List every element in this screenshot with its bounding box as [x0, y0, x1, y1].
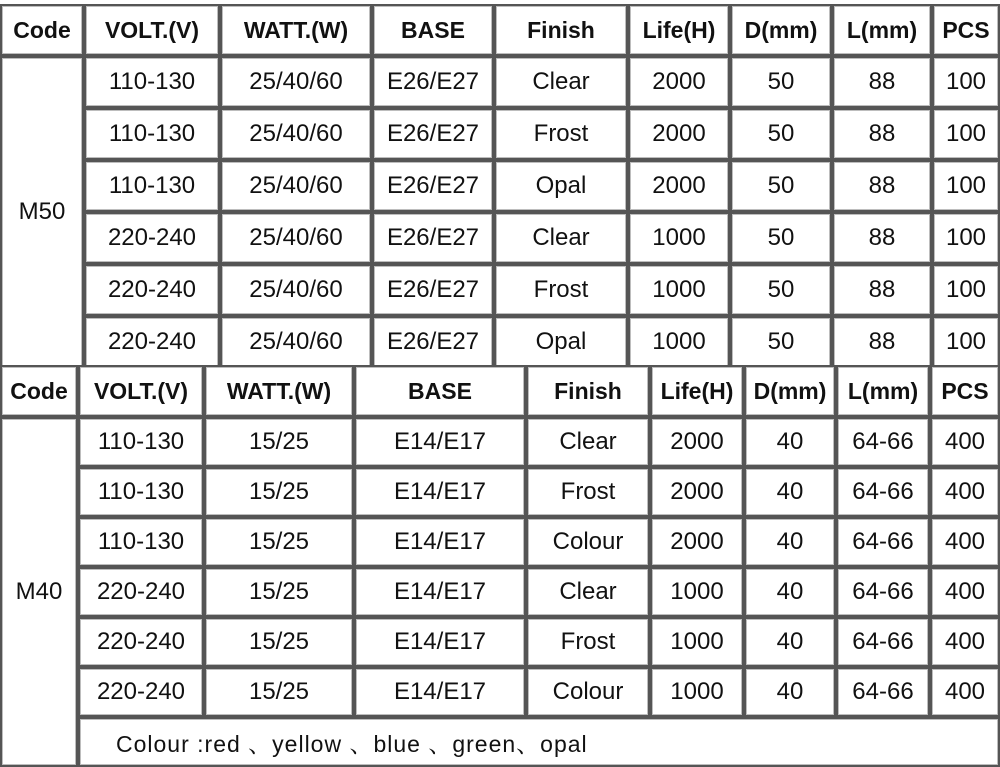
- table-cell: E14/E17: [354, 567, 526, 617]
- table-cell: 2000: [650, 417, 744, 467]
- table-cell: 220-240: [78, 667, 204, 717]
- table-cell: 88: [832, 56, 932, 108]
- table-cell: 110-130: [84, 108, 220, 160]
- header-volt: VOLT.(V): [78, 365, 204, 417]
- table-cell: Opal: [494, 316, 628, 368]
- table-cell: 25/40/60: [220, 316, 372, 368]
- header-length: L(mm): [832, 4, 932, 56]
- table-cell: 25/40/60: [220, 56, 372, 108]
- table-cell: 88: [832, 108, 932, 160]
- table-cell: Colour: [526, 667, 650, 717]
- table-cell: 100: [932, 160, 1000, 212]
- table-cell: 2000: [650, 467, 744, 517]
- table-row: [0, 567, 1000, 617]
- table-cell: 88: [832, 160, 932, 212]
- table-cell: 1000: [650, 667, 744, 717]
- model-code-cell: M50: [0, 56, 84, 368]
- table-cell: 64-66: [836, 467, 930, 517]
- header-life: Life(H): [650, 365, 744, 417]
- header-diameter: D(mm): [730, 4, 832, 56]
- table-cell: 40: [744, 467, 836, 517]
- header-code: Code: [0, 4, 84, 56]
- table-cell: E26/E27: [372, 212, 494, 264]
- colour-note-row: [0, 717, 1000, 767]
- table-cell: 50: [730, 160, 832, 212]
- table-cell: Frost: [526, 617, 650, 667]
- table-cell: 15/25: [204, 417, 354, 467]
- table-cell: 400: [930, 667, 1000, 717]
- table-cell: 100: [932, 316, 1000, 368]
- header-life: Life(H): [628, 4, 730, 56]
- table-cell: Clear: [526, 567, 650, 617]
- table-cell: E14/E17: [354, 417, 526, 467]
- table-cell: 100: [932, 264, 1000, 316]
- table-cell: 40: [744, 667, 836, 717]
- table-row: [0, 264, 1000, 316]
- table-header-row: [0, 365, 1000, 417]
- table-cell: 220-240: [78, 617, 204, 667]
- table-cell: 220-240: [84, 212, 220, 264]
- table-cell: 110-130: [78, 417, 204, 467]
- table-cell: 25/40/60: [220, 264, 372, 316]
- header-finish: Finish: [526, 365, 650, 417]
- table-cell: 2000: [628, 108, 730, 160]
- table-cell: Clear: [494, 56, 628, 108]
- table-cell: 2000: [628, 160, 730, 212]
- table-cell: 40: [744, 517, 836, 567]
- table-cell: 88: [832, 264, 932, 316]
- table-cell: 400: [930, 517, 1000, 567]
- table-cell: 400: [930, 417, 1000, 467]
- table-cell: Opal: [494, 160, 628, 212]
- table-row: [0, 467, 1000, 517]
- table-cell: Clear: [494, 212, 628, 264]
- table-cell: 50: [730, 264, 832, 316]
- table-row: [0, 212, 1000, 264]
- table-cell: E14/E17: [354, 667, 526, 717]
- table-row: [0, 517, 1000, 567]
- table-row: [0, 417, 1000, 467]
- table-row: [0, 617, 1000, 667]
- table-cell: E26/E27: [372, 316, 494, 368]
- table-cell: 220-240: [84, 264, 220, 316]
- table-cell: 50: [730, 316, 832, 368]
- header-diameter: D(mm): [744, 365, 836, 417]
- table-row: [0, 56, 1000, 108]
- table-cell: Clear: [526, 417, 650, 467]
- table-cell: 15/25: [204, 517, 354, 567]
- table-cell: E26/E27: [372, 264, 494, 316]
- header-watt: WATT.(W): [220, 4, 372, 56]
- table-cell: 220-240: [84, 316, 220, 368]
- header-base: BASE: [372, 4, 494, 56]
- header-length: L(mm): [836, 365, 930, 417]
- table-cell: 2000: [650, 517, 744, 567]
- table-cell: 110-130: [78, 517, 204, 567]
- header-finish: Finish: [494, 4, 628, 56]
- table-cell: 110-130: [78, 467, 204, 517]
- model-code-cell: M40: [0, 417, 78, 767]
- table-cell: Frost: [526, 467, 650, 517]
- table-cell: E14/E17: [354, 617, 526, 667]
- table-row: [0, 108, 1000, 160]
- table-cell: 50: [730, 56, 832, 108]
- table-row: [0, 160, 1000, 212]
- table-cell: 15/25: [204, 567, 354, 617]
- table-cell: 1000: [628, 316, 730, 368]
- table-cell: 64-66: [836, 667, 930, 717]
- table-cell: 64-66: [836, 617, 930, 667]
- table-cell: 50: [730, 108, 832, 160]
- table-cell: E26/E27: [372, 56, 494, 108]
- table-cell: 15/25: [204, 467, 354, 517]
- table-cell: 1000: [628, 264, 730, 316]
- table-cell: 88: [832, 212, 932, 264]
- table-cell: 110-130: [84, 56, 220, 108]
- table-cell: 88: [832, 316, 932, 368]
- header-pcs: PCS: [932, 4, 1000, 56]
- table-cell: 50: [730, 212, 832, 264]
- table-row: [0, 316, 1000, 368]
- table-cell: 100: [932, 56, 1000, 108]
- table-cell: 40: [744, 567, 836, 617]
- m40-spec-table: [0, 365, 1000, 767]
- table-cell: E26/E27: [372, 108, 494, 160]
- table-cell: Colour: [526, 517, 650, 567]
- table-header-row: [0, 4, 1000, 56]
- colour-note: Colour :red 、yellow 、blue 、green、opal: [78, 717, 1000, 767]
- table-cell: 100: [932, 212, 1000, 264]
- table-cell: 25/40/60: [220, 160, 372, 212]
- header-watt: WATT.(W): [204, 365, 354, 417]
- table-cell: 2000: [628, 56, 730, 108]
- table-cell: 40: [744, 417, 836, 467]
- table-cell: 110-130: [84, 160, 220, 212]
- m50-spec-table: [0, 4, 1000, 368]
- table-cell: Frost: [494, 108, 628, 160]
- header-base: BASE: [354, 365, 526, 417]
- table-cell: 220-240: [78, 567, 204, 617]
- table-cell: 15/25: [204, 667, 354, 717]
- table-cell: 1000: [628, 212, 730, 264]
- table-cell: Frost: [494, 264, 628, 316]
- table-cell: E14/E17: [354, 467, 526, 517]
- table-row: [0, 667, 1000, 717]
- table-cell: 1000: [650, 567, 744, 617]
- table-cell: 15/25: [204, 617, 354, 667]
- table-cell: 400: [930, 617, 1000, 667]
- table-cell: 64-66: [836, 417, 930, 467]
- table-cell: 25/40/60: [220, 108, 372, 160]
- table-cell: E14/E17: [354, 517, 526, 567]
- table-cell: 400: [930, 567, 1000, 617]
- table-cell: E26/E27: [372, 160, 494, 212]
- table-cell: 400: [930, 467, 1000, 517]
- table-cell: 25/40/60: [220, 212, 372, 264]
- header-code: Code: [0, 365, 78, 417]
- table-cell: 100: [932, 108, 1000, 160]
- header-pcs: PCS: [930, 365, 1000, 417]
- table-cell: 64-66: [836, 517, 930, 567]
- header-volt: VOLT.(V): [84, 4, 220, 56]
- table-cell: 40: [744, 617, 836, 667]
- table-cell: 64-66: [836, 567, 930, 617]
- table-cell: 1000: [650, 617, 744, 667]
